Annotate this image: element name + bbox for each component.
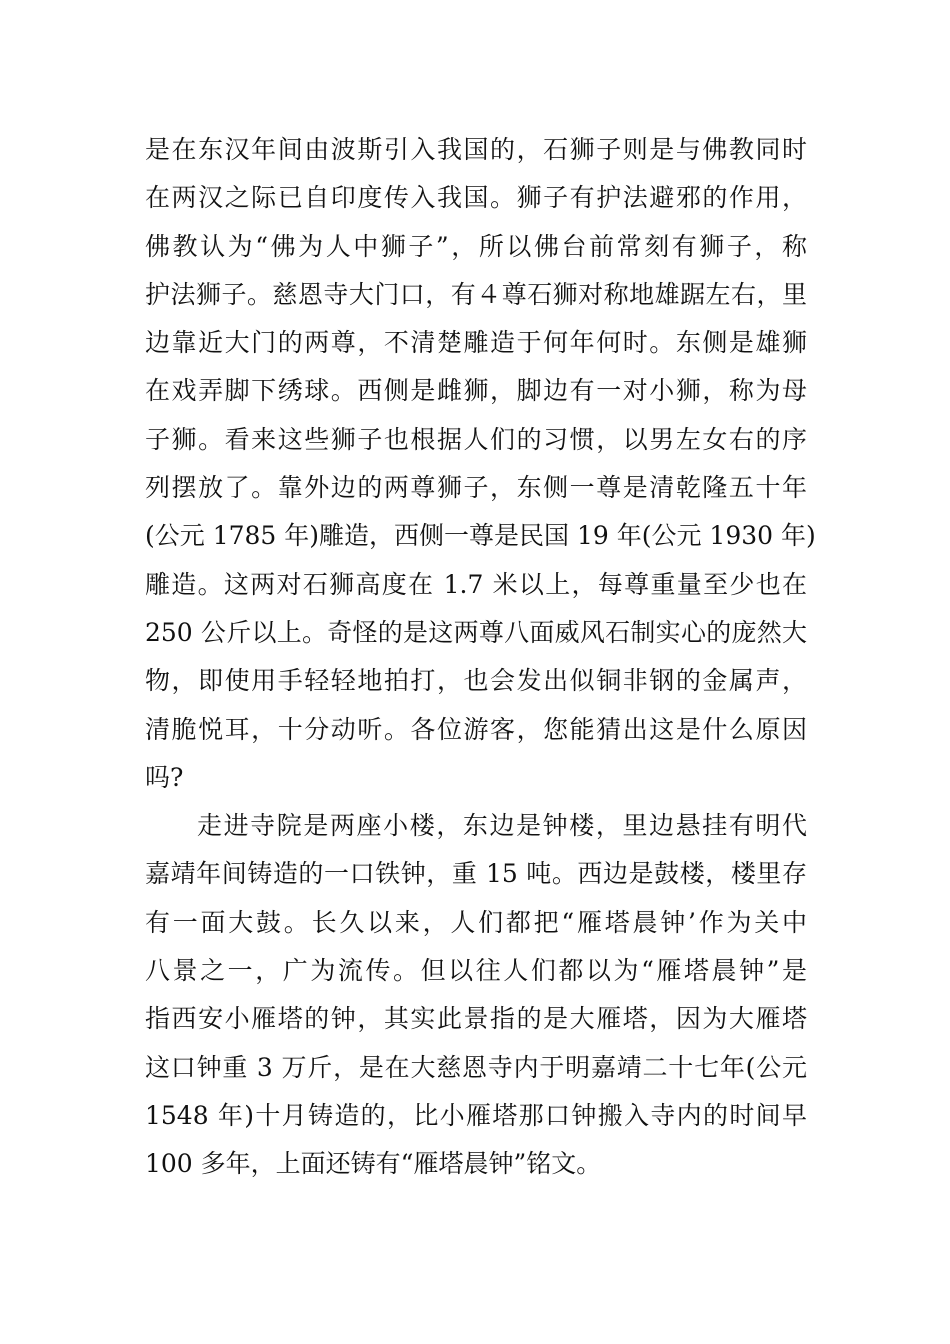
text-line: 有一面大鼓。长久以来，人们都把“雁塔晨钟’作为关中 [145,907,807,937]
text-line: 是在东汉年间由波斯引入我国的，石狮子则是与佛教同时 [145,135,807,164]
text-line: (公元 1785 年)雕造，西侧一尊是民国 19 年(公元 1930 年) [145,521,816,551]
text-line: 子狮。看来这些狮子也根据人们的习惯，以男左女右的序 [145,424,807,454]
text-line: 护法狮子。慈恩寺大门口，有４尊石狮对称地雄踞左右，里 [145,279,807,309]
text-line: 走进寺院是两座小楼，东边是钟楼，里边悬挂有明代 [197,811,807,841]
text-line: 物，即使用手轻轻地拍打，也会发出似铜非钢的金属声， [145,666,807,696]
text-line: 在两汉之际已自印度传入我国。狮子有护法避邪的作用， [145,183,807,213]
paragraph-2 [145,802,807,1188]
body-text [145,126,816,1189]
text-line: 1548 年)十月铸造的，比小雁塔那口钟搬入寺内的时间早 [145,1100,807,1130]
text-line: 边靠近大门的两尊，不清楚雕造于何年何时。东侧是雄狮 [145,328,807,358]
text-line: 清脆悦耳，十分动听。各位游客，您能猜出这是什么原因 [145,714,807,744]
text-line: 指西安小雁塔的钟，其实此景指的是大雁塔，因为大雁塔 [145,1004,807,1034]
text-line: 在戏弄脚下绣球。西侧是雌狮，脚边有一对小狮，称为母 [145,376,807,406]
text-line: 佛教认为“佛为人中狮子”，所以佛台前常刻有狮子，称 [145,231,807,261]
text-line: 250 公斤以上。奇怪的是这两尊八面威风石制实心的庞然大 [145,617,807,647]
text-line: 100 多年，上面还铸有“雁塔晨钟”铭文。 [145,1149,602,1179]
text-line: 嘉靖年间铸造的一口铁钟，重 15 吨。西边是鼓楼，楼里存 [145,859,807,889]
text-line: 八景之一，广为流传。但以往人们都以为“雁塔晨钟”是 [145,956,807,986]
text-line: 吗? [145,762,184,792]
text-line: 雕造。这两对石狮高度在 1.7 米以上，每尊重量至少也在 [145,569,807,599]
text-line: 列摆放了。靠外边的两尊狮子，东侧一尊是清乾隆五十年 [145,473,807,503]
text-line: 这口钟重 3 万斤，是在大慈恩寺内于明嘉靖二十七年(公元 [145,1052,807,1082]
paragraph-1 [145,126,816,802]
